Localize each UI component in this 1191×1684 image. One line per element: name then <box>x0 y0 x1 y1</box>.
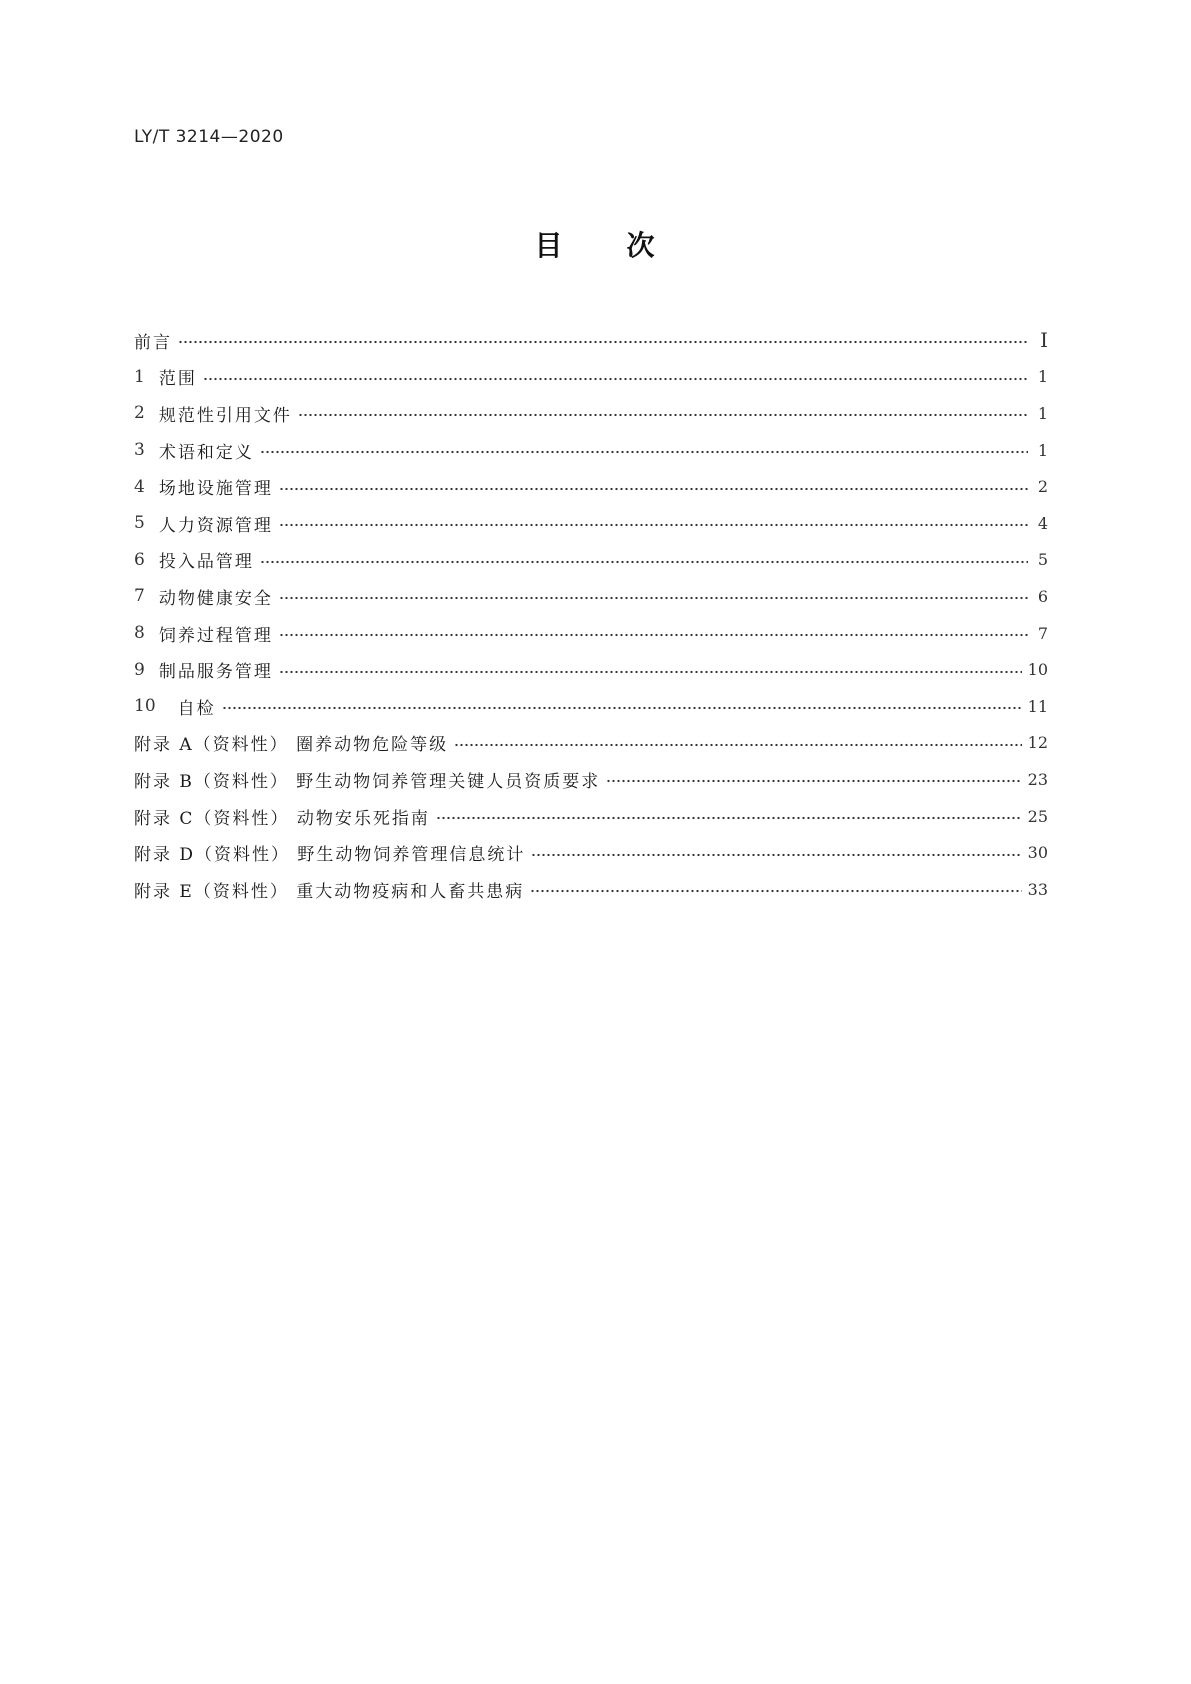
toc-entry-label: 前言 <box>134 332 172 353</box>
toc-entry-page: 33 <box>1027 879 1048 899</box>
leader-dots <box>260 560 1028 564</box>
toc-entry-label: 附录 C（资料性） 动物安乐死指南 <box>134 808 430 829</box>
toc-entry-page: 4 <box>1037 513 1048 533</box>
leader-dots <box>178 340 1028 344</box>
leader-dots <box>279 670 1022 674</box>
toc-entry-page: 10 <box>1027 660 1048 680</box>
toc-entry-appendix-d[interactable] <box>134 834 1048 871</box>
toc-entry-page: 23 <box>1027 769 1048 789</box>
toc-entry-page: 11 <box>1027 696 1048 716</box>
toc-entry-3[interactable] <box>134 432 1048 469</box>
leader-dots <box>530 889 1021 893</box>
toc-entry-label: 附录 B（资料性） 野生动物饲养管理关键人员资质要求 <box>134 771 601 792</box>
toc-entry-number: 9 <box>134 659 145 680</box>
toc-entry-page: 25 <box>1027 806 1048 826</box>
toc-entry-label: 饲养过程管理 <box>158 625 273 646</box>
toc-entry-page: 1 <box>1037 440 1048 460</box>
toc-entry-9[interactable] <box>134 651 1048 688</box>
toc-entry-label: 人力资源管理 <box>158 515 273 536</box>
leader-dots <box>279 487 1028 491</box>
toc-entry-appendix-e[interactable] <box>134 871 1048 908</box>
toc-entry-page: 5 <box>1037 550 1048 570</box>
toc-entry-number: 3 <box>134 440 145 461</box>
toc-entry-number: 5 <box>134 513 145 534</box>
toc-entry-appendix-c[interactable] <box>134 798 1048 835</box>
toc-entry-label: 场地设施管理 <box>158 479 273 500</box>
leader-dots <box>279 596 1028 600</box>
leader-dots <box>222 706 1022 710</box>
toc-entry-2[interactable] <box>134 395 1048 432</box>
leader-dots <box>260 450 1028 454</box>
toc-entry-6[interactable] <box>134 542 1048 579</box>
toc-entry-page: 6 <box>1037 586 1048 606</box>
leader-dots <box>279 633 1028 637</box>
toc-entry-number: 10 <box>134 696 156 717</box>
leader-dots <box>454 743 1022 747</box>
toc-entry-number: 6 <box>134 549 145 570</box>
toc-entry-label: 动物健康安全 <box>158 588 273 609</box>
toc-entry-appendix-b[interactable] <box>134 761 1048 798</box>
toc-entry-8[interactable] <box>134 615 1048 652</box>
toc-entry-label: 投入品管理 <box>158 552 254 573</box>
toc-entry-page: 2 <box>1037 477 1048 497</box>
toc-entry-label: 附录 A（资料性） 圈养动物危险等级 <box>134 735 449 756</box>
leader-dots <box>279 523 1028 527</box>
toc-entry-label: 范围 <box>158 369 197 390</box>
toc-entry-label: 规范性引用文件 <box>158 405 292 426</box>
toc-entry-number: 1 <box>134 366 145 387</box>
toc-entry-page: 1 <box>1037 367 1048 387</box>
toc-entry-appendix-a[interactable] <box>134 725 1048 762</box>
toc-entry-5[interactable] <box>134 505 1048 542</box>
leader-dots <box>436 816 1022 820</box>
toc-entry-label: 附录 E（资料性） 重大动物疫病和人畜共患病 <box>134 881 525 902</box>
toc-entry-label: 制品服务管理 <box>158 662 273 683</box>
toc-entry-page: 30 <box>1027 843 1048 863</box>
table-of-contents <box>134 322 1048 908</box>
document-code: LY/T 3214—2020 <box>134 127 284 147</box>
leader-dots <box>531 853 1021 857</box>
toc-entry-preface[interactable] <box>134 322 1048 359</box>
toc-entry-7[interactable] <box>134 578 1048 615</box>
leader-dots <box>203 377 1028 381</box>
toc-entry-number: 4 <box>134 476 145 497</box>
toc-entry-page: 12 <box>1027 733 1048 753</box>
title-char-left: 目 <box>534 229 565 262</box>
toc-entry-10[interactable] <box>134 688 1048 725</box>
toc-entry-number: 2 <box>134 403 145 424</box>
toc-entry-label: 自检 <box>177 698 216 719</box>
toc-entry-number: 8 <box>134 623 145 644</box>
page-title <box>0 224 1191 264</box>
leader-dots <box>606 779 1021 783</box>
toc-entry-4[interactable] <box>134 468 1048 505</box>
toc-entry-label: 附录 D（资料性） 野生动物饲养管理信息统计 <box>134 845 526 866</box>
toc-entry-page: 1 <box>1037 403 1048 423</box>
toc-entry-label: 术语和定义 <box>158 442 254 463</box>
title-char-right: 次 <box>626 229 657 262</box>
toc-entry-number: 7 <box>134 586 145 607</box>
toc-entry-1[interactable] <box>134 359 1048 396</box>
toc-entry-page: 7 <box>1037 623 1048 643</box>
toc-entry-page: Ⅰ <box>1040 328 1048 353</box>
leader-dots <box>298 413 1028 417</box>
